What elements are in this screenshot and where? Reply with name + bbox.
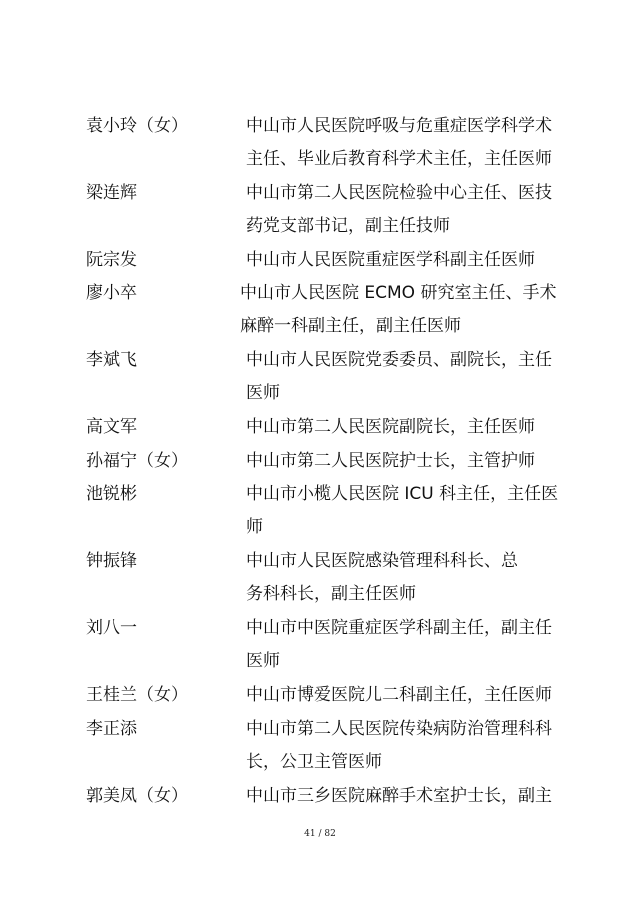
person-name: 池锐彬: [86, 484, 137, 504]
person-name: 梁连辉: [86, 183, 137, 203]
title-line: 中山市第二人民医院护士长，主管护师: [246, 451, 535, 471]
person-title: [246, 451, 576, 484]
person-title: [246, 719, 576, 785]
person-name: 袁小玲（女）: [86, 116, 188, 136]
person-name: 刘八一: [86, 618, 137, 638]
person-title: [246, 786, 576, 819]
title-line: 中山市小榄人民医院 ICU 科主任，主任医: [246, 484, 559, 504]
page-number: 41 / 82: [304, 829, 336, 839]
person-name: 高文军: [86, 417, 137, 437]
person-name: 钟振锋: [86, 551, 137, 571]
title-line: 中山市人民医院感染管理科科长、总: [246, 551, 518, 571]
person-title: [246, 685, 576, 718]
title-line: 医师: [246, 651, 280, 671]
title-line: 中山市三乡医院麻醉手术室护士长，副主: [246, 786, 552, 806]
title-line: 中山市第二人民医院检验中心主任、医技: [246, 183, 552, 203]
title-line: 中山市第二人民医院副院长，主任医师: [246, 417, 535, 437]
person-title: [246, 417, 576, 450]
person-name: 孙福宁（女）: [86, 451, 188, 471]
person-name: 郭美凤（女）: [86, 786, 188, 806]
title-line: 中山市人民医院呼吸与危重症医学科学术: [246, 116, 552, 136]
person-name: 阮宗发: [86, 250, 137, 270]
title-line: 长，公卫主管医师: [246, 752, 382, 772]
title-line: 中山市第二人民医院传染病防治管理科科: [246, 719, 552, 739]
title-line: 中山市人民医院重症医学科副主任医师: [246, 250, 535, 270]
person-title: [246, 350, 576, 416]
person-name: 李斌飞: [86, 350, 137, 370]
title-line: 药党支部书记，副主任技师: [246, 216, 450, 236]
title-line: 中山市人民医院 ECMO 研究室主任、手术: [240, 283, 557, 303]
title-line: 医师: [246, 383, 280, 403]
person-title: [246, 183, 576, 249]
person-title: [246, 551, 576, 617]
person-title: [240, 283, 570, 349]
title-line: 麻醉一科副主任，副主任医师: [240, 316, 461, 336]
person-title: [246, 250, 576, 283]
person-name: 廖小卒: [86, 283, 137, 303]
person-title: [246, 116, 576, 182]
title-line: 务科科长，副主任医师: [246, 584, 416, 604]
title-line: 中山市博爱医院儿二科副主任，主任医师: [246, 685, 552, 705]
person-title: [246, 618, 576, 684]
person-name: 王桂兰（女）: [86, 685, 188, 705]
title-line: 主任、毕业后教育科学术主任，主任医师: [246, 149, 552, 169]
title-line: 中山市中医院重症医学科副主任，副主任: [246, 618, 552, 638]
title-line: 师: [246, 517, 263, 537]
person-title: [246, 484, 576, 550]
person-name: 李正添: [86, 719, 137, 739]
title-line: 中山市人民医院党委委员、副院长，主任: [246, 350, 552, 370]
